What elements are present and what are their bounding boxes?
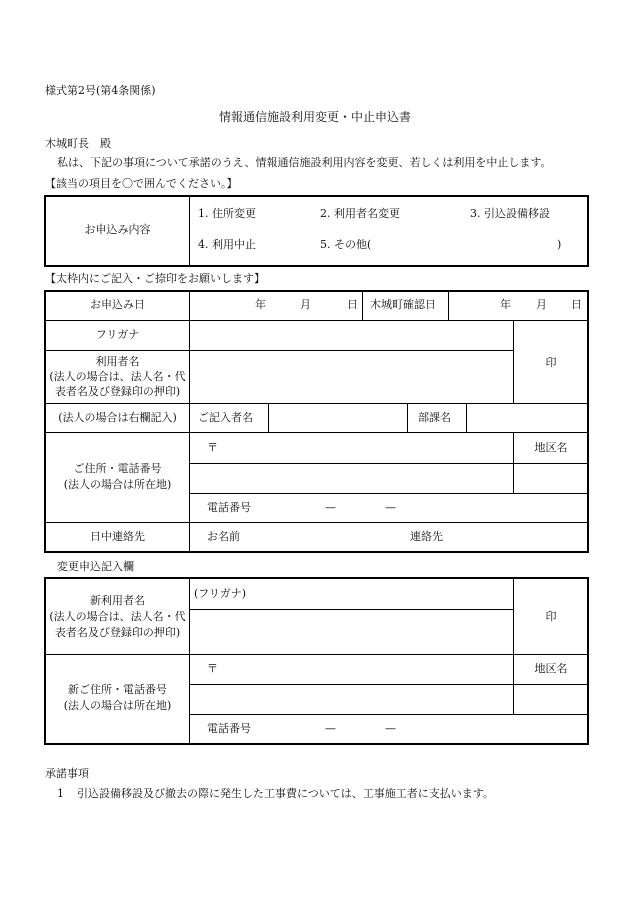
user-name-note1: (法人の場合は、法人名・代 [49,370,186,383]
new-address-note: (法人の場合は所在地) [63,699,172,712]
new-address-phone-label: 新ご住所・電話番号 [68,683,167,696]
confirm-year[interactable]: 年 [500,298,511,311]
district-label: 地区名 [534,441,568,454]
option-other-close: ) [557,238,562,251]
phone-dash-2: — [385,501,396,514]
option-equipment-relocation[interactable]: 3. 引込設備移設 [470,207,550,220]
addressee: 木城町長 殿 [45,137,111,150]
contact-label: 連絡先 [410,530,443,543]
contact-name-label: お名前 [207,530,240,543]
form-title: 情報通信施設利用変更・中止申込書 [218,110,411,124]
new-phone-dash-1: — [325,722,336,735]
corporate-note: (法人の場合は右欄記入) [58,411,177,424]
confirm-month[interactable]: 月 [536,298,547,311]
phone-dash-1: — [325,501,336,514]
new-user-name-label: 新利用者名 [90,594,145,607]
user-name-note2: 表者名及び登録印の押印) [54,385,181,398]
request-content-label: お申込み内容 [84,223,151,236]
option-user-name-change[interactable]: 2. 利用者名変更 [320,207,400,220]
confirm-day[interactable]: 日 [571,298,582,311]
phone-label: 電話番号 [207,501,251,514]
seal-mark: 印 [545,356,557,369]
intro-text: 私は、下記の事項について承諾のうえ、情報通信施設利用内容を変更、若しくは利用を中止します。 [57,156,552,169]
user-name-label: 利用者名 [95,355,140,368]
application-month[interactable]: 月 [300,298,311,311]
postal-mark: 〒 [207,441,218,454]
address-phone-label: ご住所・電話番号 [73,462,162,475]
section1-heading: 【該当の項目を〇で囲んでください。】 [45,177,238,190]
consent-item-text: 引込設備移設及び撤去の際に発生した工事費については、工事施工者に支払います。 [77,787,494,800]
option-cancel-use[interactable]: 4. 利用中止 [198,238,256,251]
option-other[interactable]: 5. その他( [320,238,372,251]
option-address-change[interactable]: 1. 住所変更 [198,207,256,220]
new-furigana-label: (フリガナ) [194,587,247,600]
new-postal-mark: 〒 [207,662,218,675]
new-user-note1: (法人の場合は、法人名・代 [49,610,186,623]
address-note: (法人の場合は所在地) [63,478,172,491]
daytime-contact-label: 日中連絡先 [90,530,145,543]
section3-heading: 変更申込記入欄 [57,560,134,573]
department-label: 部課名 [418,411,451,424]
consent-item-number: 1 [57,787,64,800]
new-phone-label: 電話番号 [207,722,251,735]
new-seal-mark: 印 [545,610,557,623]
form-number: 様式第2号(第4条関係) [45,84,156,97]
application-date-label: お申込み日 [90,298,145,311]
furigana-label: フリガナ [95,328,140,341]
application-day[interactable]: 日 [347,298,358,311]
consent-heading: 承諾事項 [45,767,89,780]
application-year[interactable]: 年 [255,298,266,311]
filler-name-label: ご記入者名 [198,411,253,424]
section2-heading: 【太枠内にご記入・ご捺印をお願いします】 [45,272,265,285]
new-user-note2: 表者名及び登録印の押印) [54,626,181,639]
new-phone-dash-2: — [385,722,396,735]
town-confirm-date-label: 木城町確認日 [370,298,436,311]
new-district-label: 地区名 [534,662,568,675]
